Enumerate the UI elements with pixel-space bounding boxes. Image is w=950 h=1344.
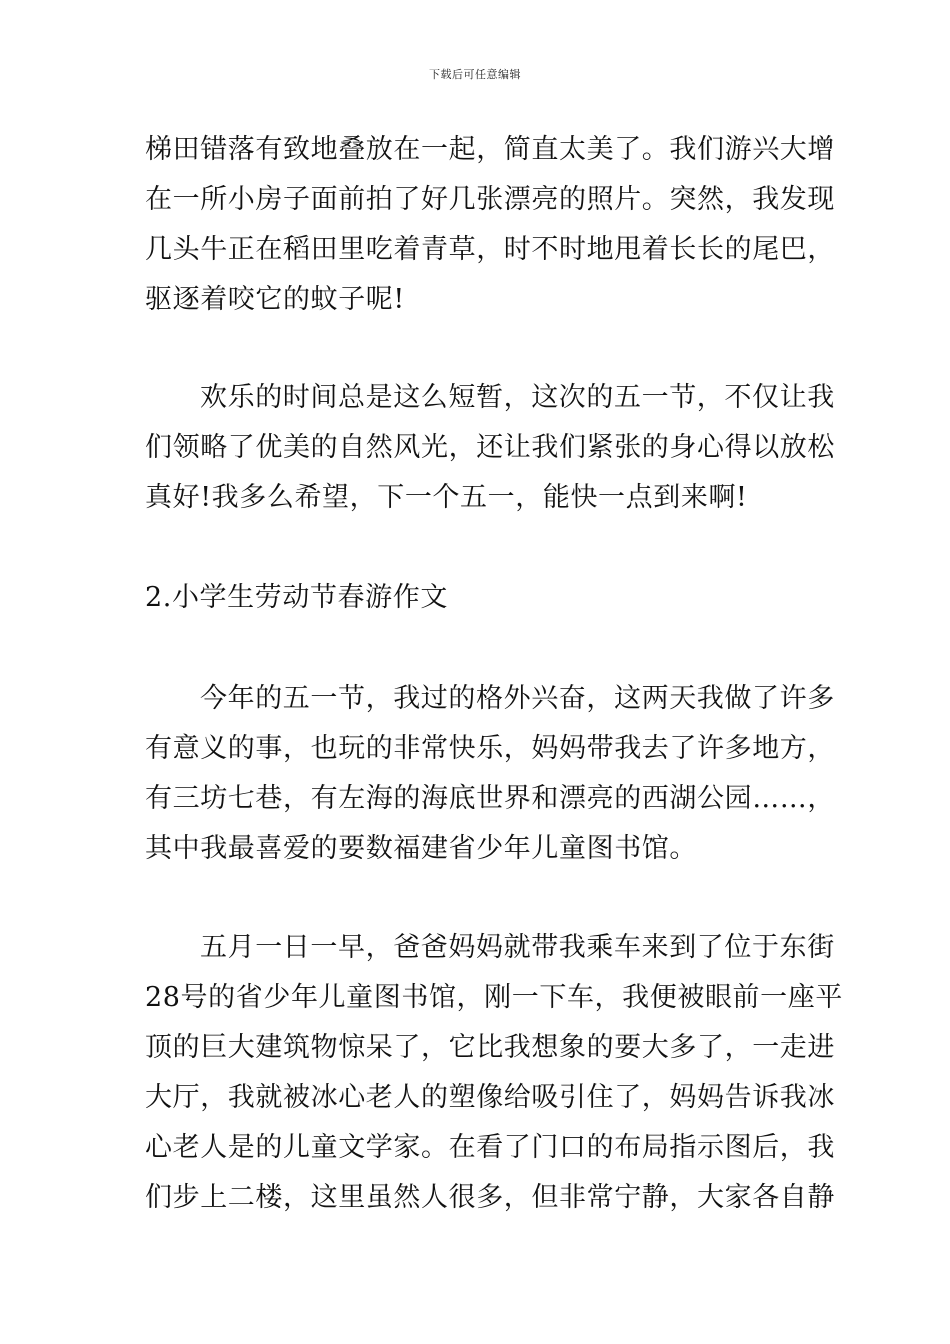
text-line: 有意义的事，也玩的非常快乐，妈妈带我去了许多地方， [145, 733, 835, 764]
text-line: 28号的省少年儿童图书馆，刚一下车，我便被眼前一座平 [145, 982, 843, 1013]
text-line: 几头牛正在稻田里吃着青草，时不时地甩着长长的尾巴， [145, 234, 835, 265]
text-line: 们步上二楼，这里虽然人很多，但非常宁静，大家各自静 [145, 1182, 835, 1213]
section-heading: 2.小学生劳动节春游作文 [145, 582, 448, 613]
text-line: 驱逐着咬它的蚊子呢! [145, 284, 405, 315]
text-line: 顶的巨大建筑物惊呆了，它比我想象的要大多了，一走进 [145, 1032, 835, 1063]
text-line: 五月一日一早，爸爸妈妈就带我乘车来到了位于东街 [200, 932, 835, 963]
text-line: 在一所小房子面前拍了好几张漂亮的照片。突然，我发现 [145, 184, 835, 215]
text-line: 梯田错落有致地叠放在一起，简直太美了。我们游兴大增 [145, 134, 835, 165]
text-line: 其中我最喜爱的要数福建省少年儿童图书馆。 [145, 833, 697, 864]
text-line: 大厅，我就被冰心老人的塑像给吸引住了，妈妈告诉我冰 [145, 1082, 835, 1113]
text-line: 欢乐的时间总是这么短暂，这次的五一节，不仅让我 [200, 382, 835, 413]
text-line: 今年的五一节，我过的格外兴奋，这两天我做了许多 [200, 683, 835, 714]
page-header: 下载后可任意编辑 [429, 68, 521, 81]
text-line: 们领略了优美的自然风光，还让我们紧张的身心得以放松 [145, 432, 835, 463]
text-line: 心老人是的儿童文学家。在看了门口的布局指示图后，我 [145, 1132, 835, 1163]
text-line: 真好!我多么希望，下一个五一，能快一点到来啊! [145, 482, 748, 513]
text-line: 有三坊七巷，有左海的海底世界和漂亮的西湖公园……， [145, 783, 835, 814]
